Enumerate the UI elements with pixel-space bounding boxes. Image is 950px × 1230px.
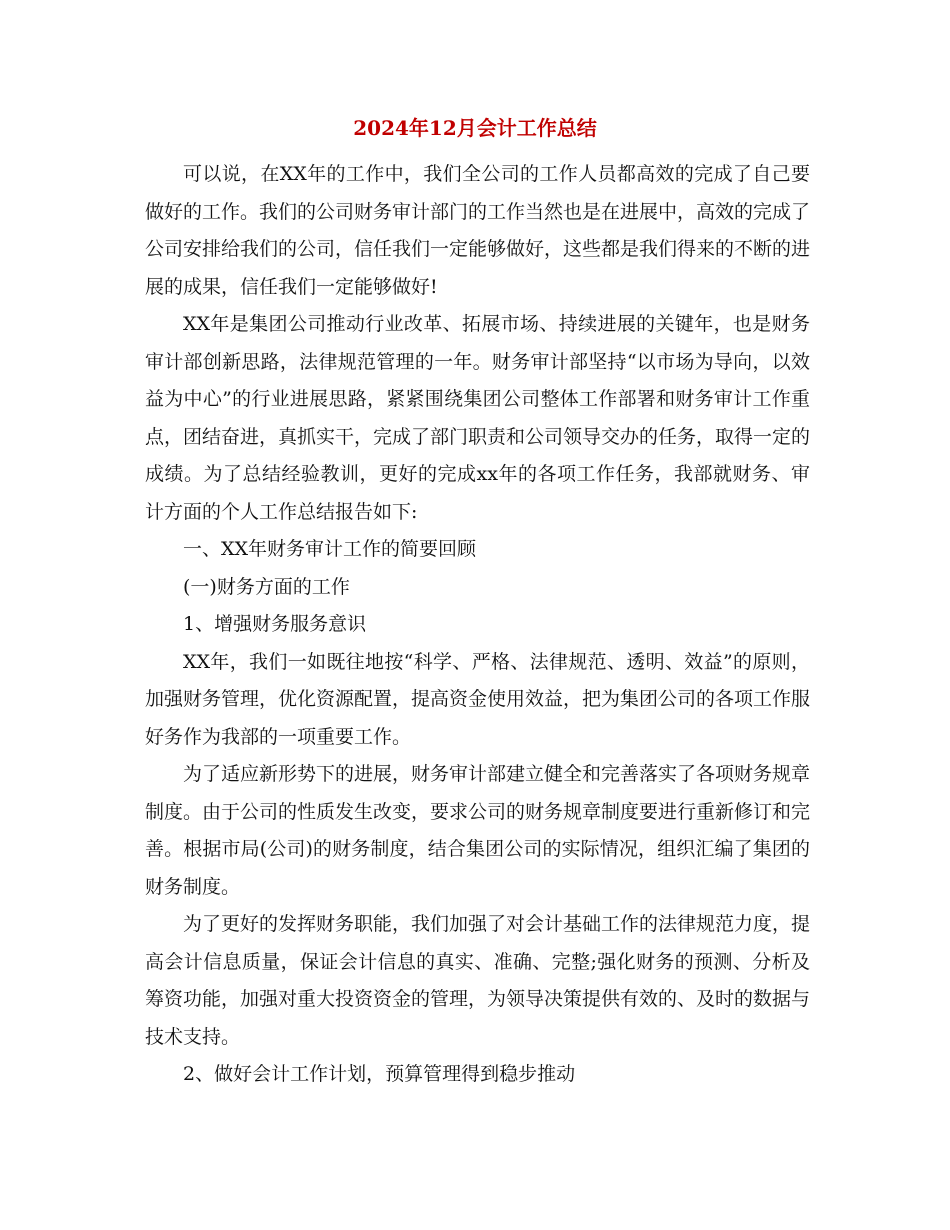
document-body (145, 156, 810, 1094)
paragraph-accounting-basis: 为了更好的发挥财务职能，我们加强了对会计基础工作的法律规范力度，提高会计信息质量，保证会计信息的真实、准确、完整;强化财务的预测、分析及筹资功能，加强对重大投资资金的管理，为领导决策提供有效的、及时的数据与技术支持。 (145, 913, 811, 1048)
document-title: 2024年12月会计工作总结 (353, 116, 597, 140)
paragraph-regulations: 为了适应新形势下的进展，财务审计部建立健全和完善落实了各项财务规章制度。由于公司的性质发生改变，要求公司的财务规章制度要进行重新修订和完善。根据市局(公司)的财务制度，结合集团公司的实际情况，组织汇编了集团的财务制度。 (145, 763, 811, 898)
item-heading-budget: 2、做好会计工作计划，预算管理得到稳步推动 (183, 1063, 576, 1085)
item-heading-service: 1、增强财务服务意识 (183, 613, 367, 635)
paragraph-intro: 可以说，在XX年的工作中，我们全公司的工作人员都高效的完成了自己要做好的工作。我们的公司财务审计部门的工作当然也是在进展中，高效的完成了公司安排给我们的公司，信任我们一定能够做好，这些都是我们得来的不断的进展的成果，信任我们一定能够做好! (145, 163, 811, 298)
paragraph-principles: XX年，我们一如既往地按“科学、严格、法律规范、透明、效益”的原则，加强财务管理，优化资源配置，提高资金使用效益，把为集团公司的各项工作服好务作为我部的一项重要工作。 (145, 650, 811, 748)
subsection-heading-finance: (一)财务方面的工作 (183, 575, 350, 598)
paragraph-overview: XX年是集团公司推动行业改革、拓展市场、持续进展的关键年，也是财务审计部创新思路，法律规范管理的一年。财务审计部坚持“以市场为导向，以效益为中心”的行业进展思路，紧紧围绕集团公司整体工作部署和财务审计工作重点，团结奋进，真抓实干，完成了部门职责和公司领导交办的任务，取得一定的成绩。为了总结经验教训，更好的完成xx年的各项工作任务，我部就财务、审计方面的个人工作总结报告如下: (145, 313, 811, 523)
section-heading-review: 一、XX年财务审计工作的简要回顾 (183, 538, 477, 560)
